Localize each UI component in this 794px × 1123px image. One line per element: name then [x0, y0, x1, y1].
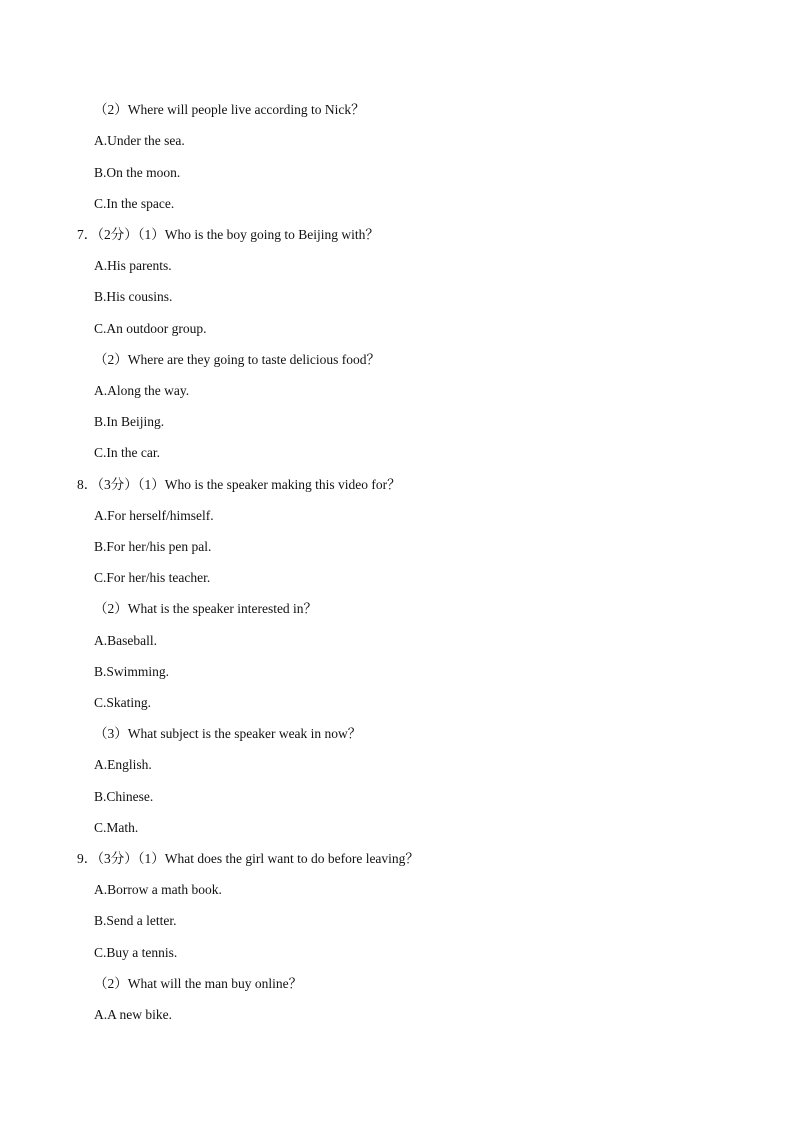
option-a: A.Along the way.	[94, 383, 190, 398]
option-a: A.Borrow a math book.	[94, 882, 222, 897]
option-a: A.His parents.	[94, 258, 172, 273]
question-8-part-3: （3）What subject is the speaker weak in now？	[94, 726, 362, 741]
option-b: B.On the moon.	[94, 165, 181, 180]
option-a: A.For herself/himself.	[94, 508, 214, 523]
option-c: C.In the space.	[94, 196, 175, 211]
option-a: A.A new bike.	[94, 1007, 172, 1022]
option-a: A.English.	[94, 757, 152, 772]
question-6-part-2: （2）Where will people live according to Nick？	[94, 102, 365, 117]
question-9: 9．（3分）（1）What does the girl want to do before leaving？	[77, 851, 419, 866]
option-b: B.For her/his pen pal.	[94, 539, 212, 554]
question-8: 8．（3分）（1）Who is the speaker making this video for？	[77, 477, 401, 492]
option-c: C.For her/his teacher.	[94, 570, 211, 585]
option-c: C.Math.	[94, 820, 139, 835]
question-7: 7．（2分）（1）Who is the boy going to Beijing with？	[77, 227, 379, 242]
question-8-part-2: （2）What is the speaker interested in？	[94, 601, 318, 616]
option-b: B.Swimming.	[94, 664, 170, 679]
option-b: B.In Beijing.	[94, 414, 165, 429]
option-b: B.Send a letter.	[94, 913, 177, 928]
question-7-part-2: （2）Where are they going to taste delicious food？	[94, 352, 381, 367]
option-b: B.Chinese.	[94, 789, 154, 804]
option-c: C.Skating.	[94, 695, 152, 710]
option-b: B.His cousins.	[94, 289, 173, 304]
option-c: C.An outdoor group.	[94, 321, 207, 336]
option-a: A.Under the sea.	[94, 133, 185, 148]
option-a: A.Baseball.	[94, 633, 157, 648]
option-c: C.In the car.	[94, 445, 160, 460]
option-c: C.Buy a tennis.	[94, 945, 178, 960]
question-9-part-2: （2）What will the man buy online？	[94, 976, 303, 991]
